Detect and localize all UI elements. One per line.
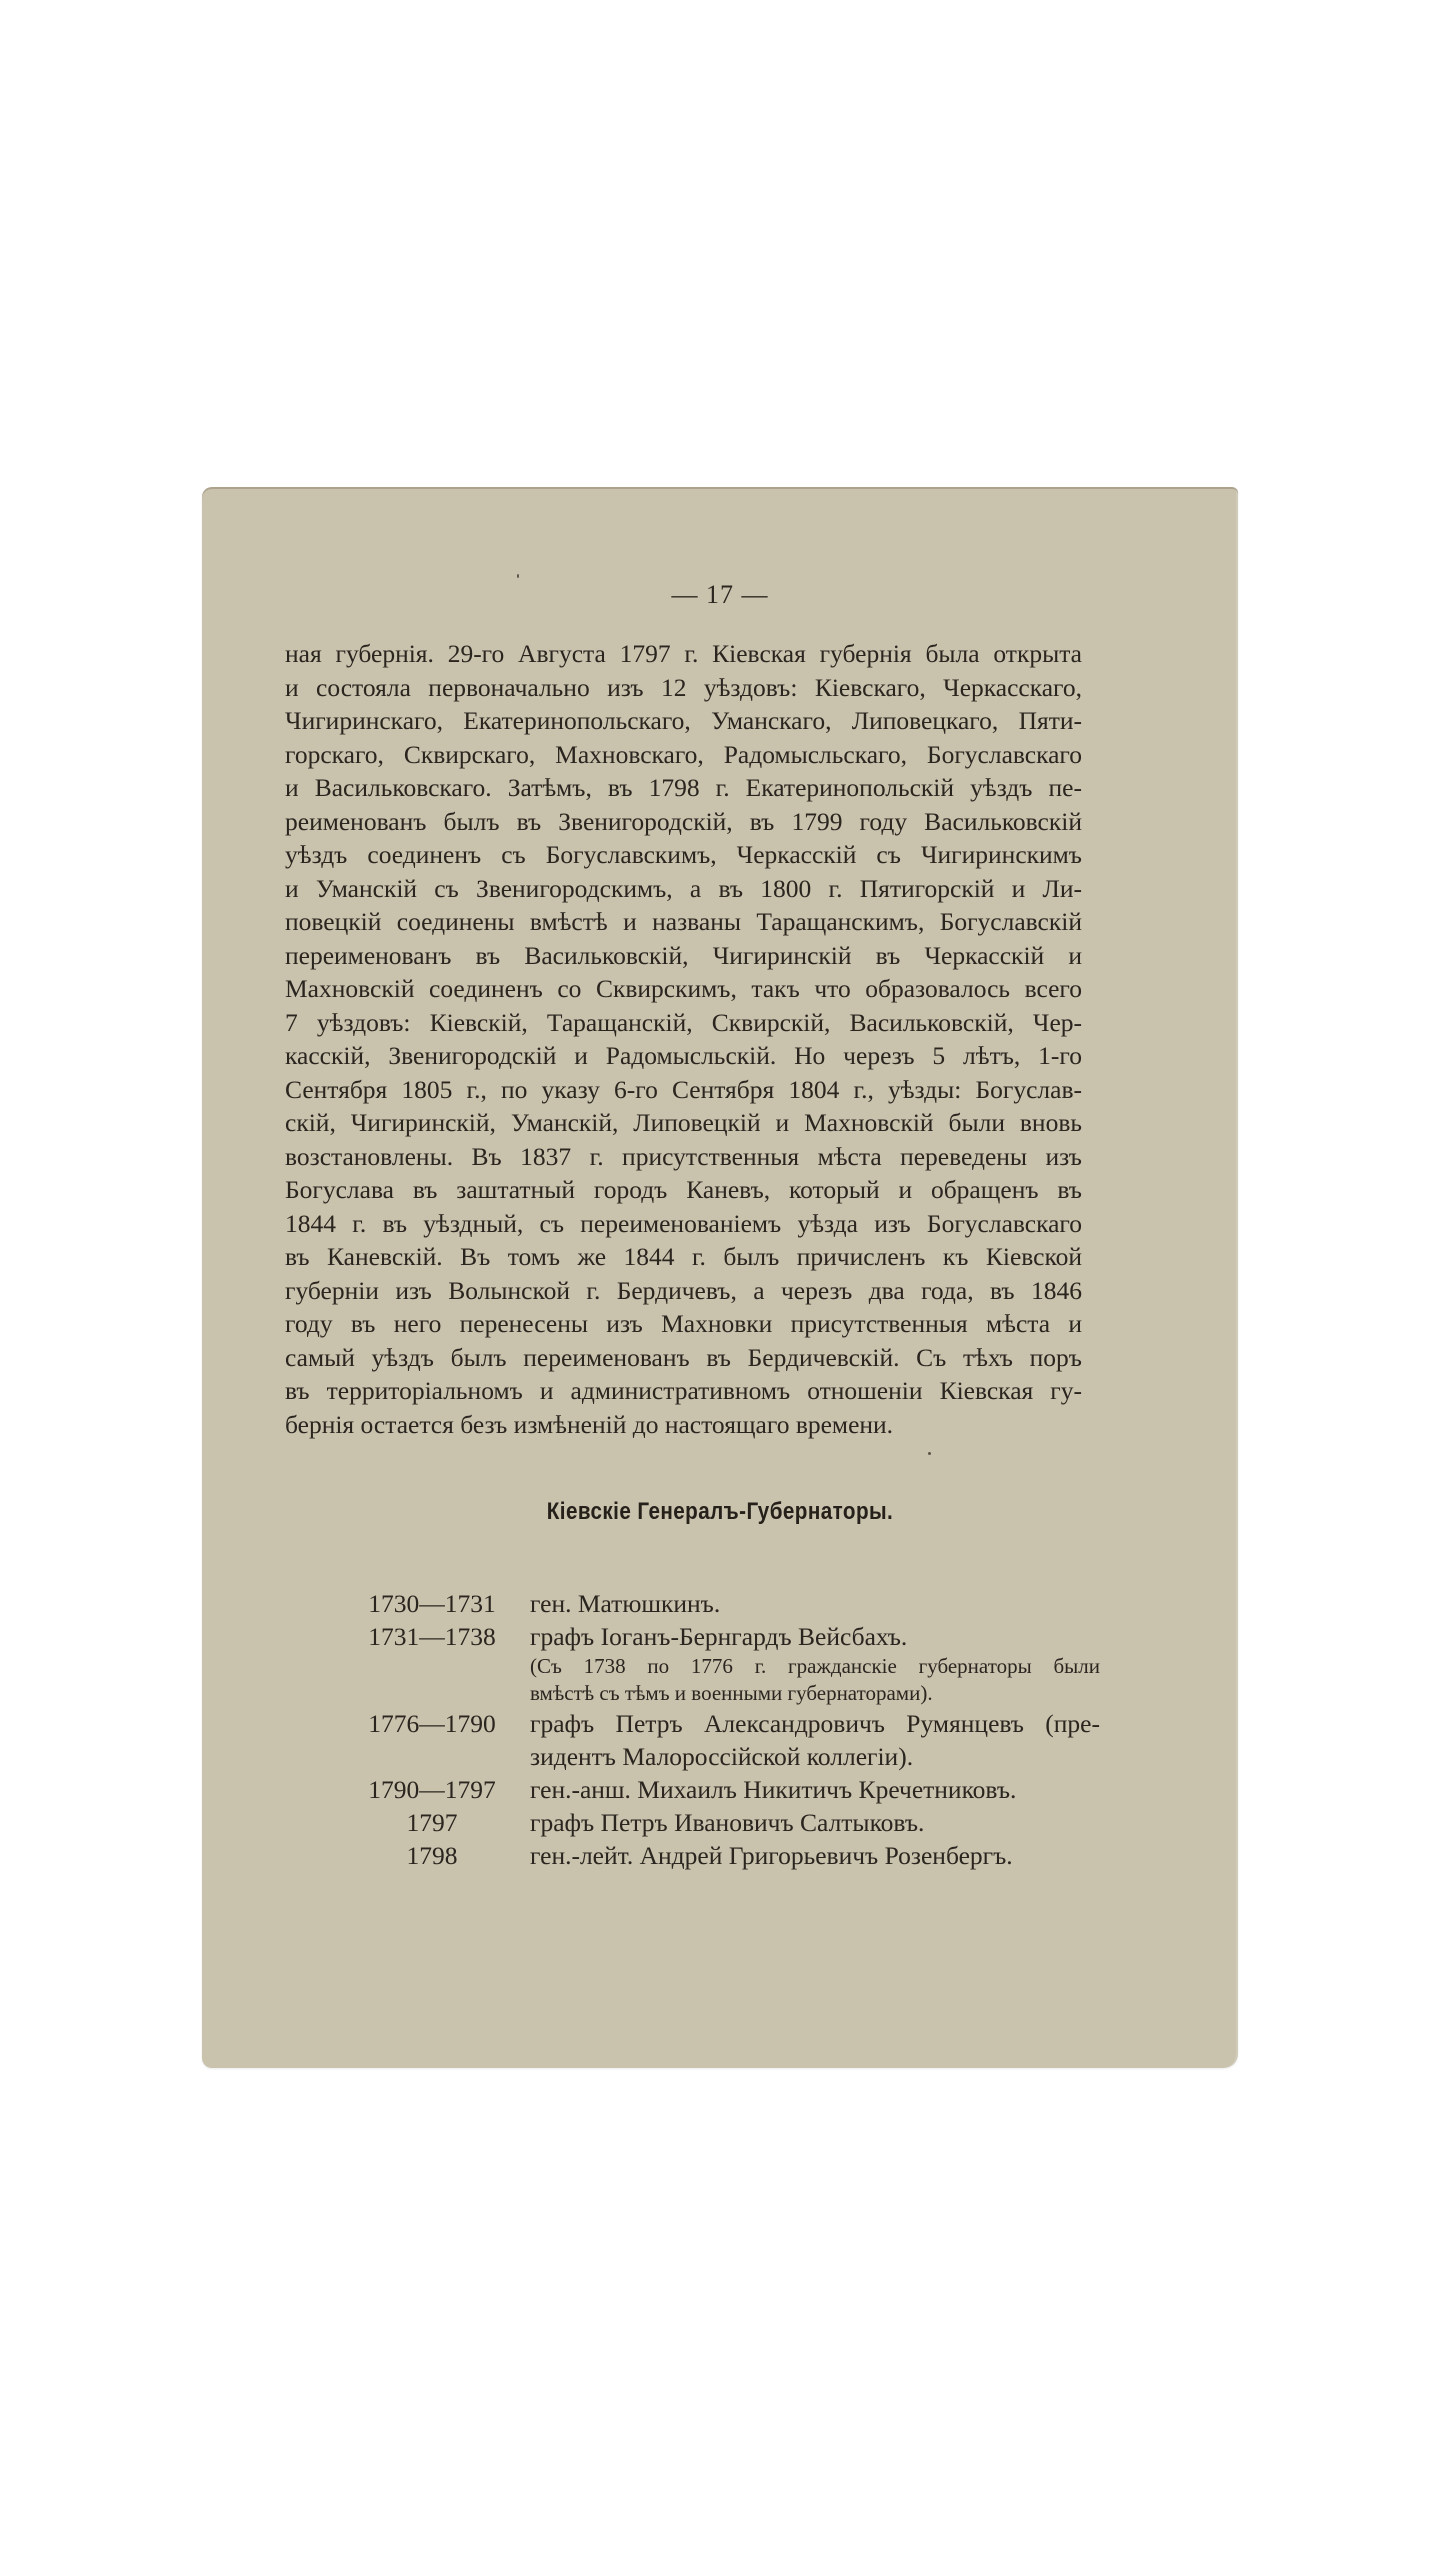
text-line: Махновскій соединенъ со Сквирскимъ, такъ что образовалось всего bbox=[285, 974, 1082, 1003]
book-page bbox=[202, 487, 1238, 2068]
text-line: возстановлены. Въ 1837 г. присутственныя мѣста переведены изъ bbox=[285, 1141, 1082, 1171]
governor-years: 1776—1790 bbox=[368, 1709, 496, 1738]
governor-name bbox=[530, 1806, 1100, 1839]
governor-name bbox=[530, 1587, 1100, 1620]
governor-row bbox=[362, 1620, 1122, 1707]
section-heading: Кіевскіе Генералъ-Губернаторы. bbox=[546, 1498, 894, 1525]
text-line: 7 уѣздовъ: Кіевскій, Таращанскій, Сквирскій, Васильковскій, Чер- bbox=[285, 1007, 1082, 1037]
governor-years: 1798 bbox=[406, 1841, 458, 1870]
governor-note-line: (Съ 1738 по 1776 г. гражданскіе губернаторы были bbox=[530, 1654, 1100, 1678]
governor-years: 1731—1738 bbox=[368, 1622, 496, 1651]
governor-row bbox=[362, 1773, 1122, 1806]
governor-row bbox=[362, 1839, 1122, 1872]
text-line: Сентября 1805 г., по указу 6-го Сентября 1804 г., уѣзды: Богуслав- bbox=[285, 1074, 1082, 1104]
paper-speck bbox=[517, 574, 519, 578]
governor-name bbox=[530, 1773, 1100, 1806]
governor-years: 1730—1731 bbox=[368, 1589, 496, 1618]
text-line: касскій, Звенигородскій и Радомысльскій. Но черезъ 5 лѣтъ, 1-го bbox=[285, 1041, 1082, 1070]
text-line: Богуслава въ заштатный городъ Каневъ, который и обращенъ въ bbox=[285, 1175, 1082, 1204]
governor-name bbox=[530, 1707, 1100, 1773]
text-line: и состояла первоначально изъ 12 уѣздовъ: Кіевскаго, Черкасскаго, bbox=[285, 672, 1082, 702]
text-line: самый уѣздъ былъ переименованъ въ Бердичевскій. Съ тѣхъ поръ bbox=[285, 1342, 1082, 1372]
governor-name-line: графъ Іоганъ-Бернгардъ Вейсбахъ. bbox=[530, 1622, 908, 1651]
page-number: — 17 — bbox=[671, 580, 769, 609]
governor-name bbox=[530, 1620, 1100, 1707]
paper-speck bbox=[928, 1452, 931, 1455]
text-line: въ территоріальномъ и административномъ отношеніи Кіевская гу- bbox=[285, 1376, 1082, 1405]
text-line: переименованъ въ Васильковскій, Чигиринскій въ Черкасскій и bbox=[285, 940, 1082, 970]
governor-row bbox=[362, 1587, 1122, 1620]
text-line: реименованъ былъ въ Звенигородскій, въ 1799 году Васильковскій bbox=[285, 806, 1082, 836]
text-line: скій, Чигиринскій, Уманскій, Липовецкій и Махновскій были вновь bbox=[285, 1108, 1082, 1137]
text-line: повецкій соединены вмѣстѣ и названы Таращанскимъ, Богуславскій bbox=[285, 907, 1082, 936]
text-line: горскаго, Сквирскаго, Махновскаго, Радомысльскаго, Богуславскаго bbox=[285, 739, 1082, 769]
body-paragraph bbox=[285, 637, 1082, 1441]
governor-years: 1790—1797 bbox=[368, 1775, 496, 1804]
text-line: и Уманскій съ Звенигородскимъ, а въ 1800 г. Пятигорскій и Ли- bbox=[285, 873, 1082, 903]
text-line: и Васильковскаго. Затѣмъ, въ 1798 г. Екатеринопольскій уѣздъ пе- bbox=[285, 773, 1082, 802]
governor-name-line: ген.-анш. Михаилъ Никитичъ Кречетниковъ. bbox=[530, 1775, 1017, 1804]
governor-name-line: ген.-лейт. Андрей Григорьевичъ Розенбергъ. bbox=[530, 1841, 1013, 1870]
governor-row bbox=[362, 1707, 1122, 1773]
governor-years: 1797 bbox=[406, 1808, 458, 1837]
governor-name-line: зидентъ Малороссійской коллегіи). bbox=[530, 1742, 914, 1771]
text-line: губерніи изъ Волынской г. Бердичевъ, а черезъ два года, въ 1846 bbox=[285, 1275, 1082, 1305]
governor-note-line: вмѣстѣ съ тѣмъ и военными губернаторами). bbox=[530, 1681, 933, 1705]
text-line: году въ него перенесены изъ Махновки присутственныя мѣста и bbox=[285, 1309, 1082, 1338]
governor-row bbox=[362, 1806, 1122, 1839]
governor-name-line: графъ Петръ Ивановичъ Салтыковъ. bbox=[530, 1808, 925, 1837]
text-line: въ Каневскій. Въ томъ же 1844 г. былъ причисленъ къ Кіевской bbox=[285, 1242, 1082, 1271]
governor-name-line: ген. Матюшкинъ. bbox=[530, 1589, 721, 1618]
governor-name-line: графъ Петръ Александровичъ Румянцевъ (пре- bbox=[530, 1709, 1100, 1738]
text-line: Чигиринскаго, Екатеринопольскаго, Уманскаго, Липовецкаго, Пяти- bbox=[285, 706, 1082, 735]
text-line: уѣздъ соединенъ съ Богуславскимъ, Черкасскій съ Чигиринскимъ bbox=[285, 840, 1082, 869]
governor-name bbox=[530, 1839, 1100, 1872]
text-line: бернія остается безъ измѣненій до настоящаго времени. bbox=[285, 1409, 894, 1439]
text-line: 1844 г. въ уѣздный, съ переименованіемъ уѣзда изъ Богуславскаго bbox=[285, 1208, 1082, 1238]
text-line: ная губернія. 29-го Августа 1797 г. Кіевская губернія была открыта bbox=[285, 639, 1082, 668]
governors-list bbox=[362, 1587, 1122, 1872]
